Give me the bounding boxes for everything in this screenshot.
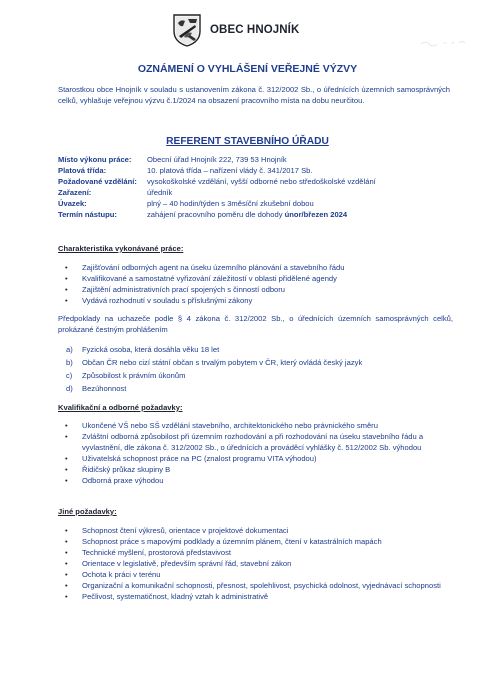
list-item: • Zvláštní odborná způsobilost při územním rozhodování a při rozhodování na úseku stavebního řádu a vyvlastnění, dle zákona č. 312/2002 Sb., o úřednících a prováděcí vyhlášky č. 512/2002 Sb. výhodou <box>58 431 453 453</box>
list-item-text: Způsobilost k právním úkonům <box>82 371 186 380</box>
list-item: • Zajišťování odborných agent na úseku územního plánování a stavebního řádu <box>58 262 453 273</box>
municipality-name: OBEC HNOJNÍK <box>210 24 300 36</box>
list-item: • Zajištění administrativních prací spojených s činností odboru <box>58 284 453 295</box>
list-item: • Pečlivost, systematičnost, kladný vztah k administrativě <box>58 591 453 602</box>
list-item: • Vydává rozhodnutí v souladu s příslušnými zákony <box>58 295 453 306</box>
detail-row <box>58 187 458 198</box>
detail-value <box>147 209 458 220</box>
other-requirements-heading: Jiné požadavky: <box>58 507 117 516</box>
detail-label: Úvazek: <box>58 199 87 208</box>
detail-row <box>58 209 458 220</box>
list-marker: d) <box>66 384 73 393</box>
list-item-text: Fyzická osoba, která dosáhla věku 18 let <box>82 345 220 354</box>
list-item: • Ukončené VŠ nebo SŠ vzdělání stavebního, architektonického nebo právnického směru <box>58 420 453 431</box>
other-requirements-list <box>58 525 453 602</box>
intro-paragraph: Starostkou obce Hnojník v souladu s ustanovením zákona č. 312/2002 Sb., o úřednících územních samosprávných celků, vyhlašuje veřejnou výzvu č.1/2024 na obsazení pracovního místa na dobu neurčitou. <box>58 85 450 105</box>
list-item: • Kvalifikované a samostatné vyřizování záležitostí v oblasti přidělené agendy <box>58 273 453 284</box>
list-item: • Schopnost práce s mapovými podklady a územním plánem, čtení v katastrálních mapách <box>58 536 453 547</box>
characteristics-heading: Charakteristika vykonávané práce: <box>58 244 184 253</box>
list-marker: c) <box>66 371 73 380</box>
start-date-text: zahájení pracovního poměru dle dohody <box>147 210 283 219</box>
characteristics-list <box>58 262 453 306</box>
detail-value: 10. platová třída – nařízení vlády č. 341/2017 Sb. <box>147 166 313 175</box>
list-item <box>58 382 448 395</box>
detail-label: Termín nástupu: <box>58 210 117 219</box>
detail-label: Zařazení: <box>58 188 92 197</box>
detail-label: Požadované vzdělání: <box>58 177 137 186</box>
list-item-text: Občan ČR nebo cizí státní občan s trvalým pobytem v ČR, který ovládá český jazyk <box>82 358 363 367</box>
job-details-table <box>58 154 458 220</box>
list-item <box>58 343 448 356</box>
qualification-list <box>58 420 453 486</box>
detail-value: Obecní úřad Hnojník 222, 739 53 Hnojník <box>147 155 287 164</box>
faint-stamp-mark <box>419 38 469 48</box>
detail-value: úředník <box>147 188 173 197</box>
prerequisites-paragraph: Předpoklady na uchazeče podle § 4 zákona č. 312/2002 Sb., o úřednících územních samosprávných celků, prokázané čestným prohlášením <box>58 314 453 334</box>
detail-row <box>58 165 458 176</box>
list-item <box>58 369 448 382</box>
position-title: REFERENT STAVEBNÍHO ÚŘADU <box>166 136 329 147</box>
letterhead <box>172 12 299 48</box>
detail-value: plný – 40 hodin/týden s 3měsíční zkušební dobou <box>147 199 314 208</box>
detail-row <box>58 198 458 209</box>
detail-row <box>58 154 458 165</box>
coat-of-arms-icon <box>172 13 202 47</box>
list-item: • Schopnost čtení výkresů, orientace v projektové dokumentaci <box>58 525 453 536</box>
document-title: OZNÁMENÍ O VYHLÁŠENÍ VEŘEJNÉ VÝZVY <box>137 63 358 75</box>
prerequisites-list <box>58 343 448 395</box>
detail-value: vysokoškolské vzdělání, vyšší odborné nebo středoškolské vzdělání <box>147 177 376 186</box>
list-item <box>58 356 448 369</box>
qualification-heading: Kvalifikační a odborné požadavky: <box>58 403 183 412</box>
detail-row <box>58 176 458 187</box>
list-item: • Technické myšlení, prostorová představivost <box>58 547 453 558</box>
list-marker: b) <box>66 358 73 367</box>
list-item: • Ochota k práci v terénu <box>58 569 453 580</box>
list-item-text: Bezúhonnost <box>82 384 127 393</box>
list-item: • Orientace v legislativě, především správní řád, stavební zákon <box>58 558 453 569</box>
list-item: • Organizační a komunikační schopnosti, přesnost, spolehlivost, psychická odolnost, vyjednávací schopnosti <box>58 580 453 591</box>
list-item: • Řidičský průkaz skupiny B <box>58 464 453 475</box>
detail-label: Platová třída: <box>58 166 107 175</box>
start-date-highlight: únor/březen 2024 <box>284 210 348 219</box>
detail-label: Místo výkonu práce: <box>58 155 132 164</box>
list-item: • Odborná praxe výhodou <box>58 475 453 486</box>
list-item: • Uživatelská schopnost práce na PC (znalost programu VITA výhodou) <box>58 453 453 464</box>
list-marker: a) <box>66 345 73 354</box>
